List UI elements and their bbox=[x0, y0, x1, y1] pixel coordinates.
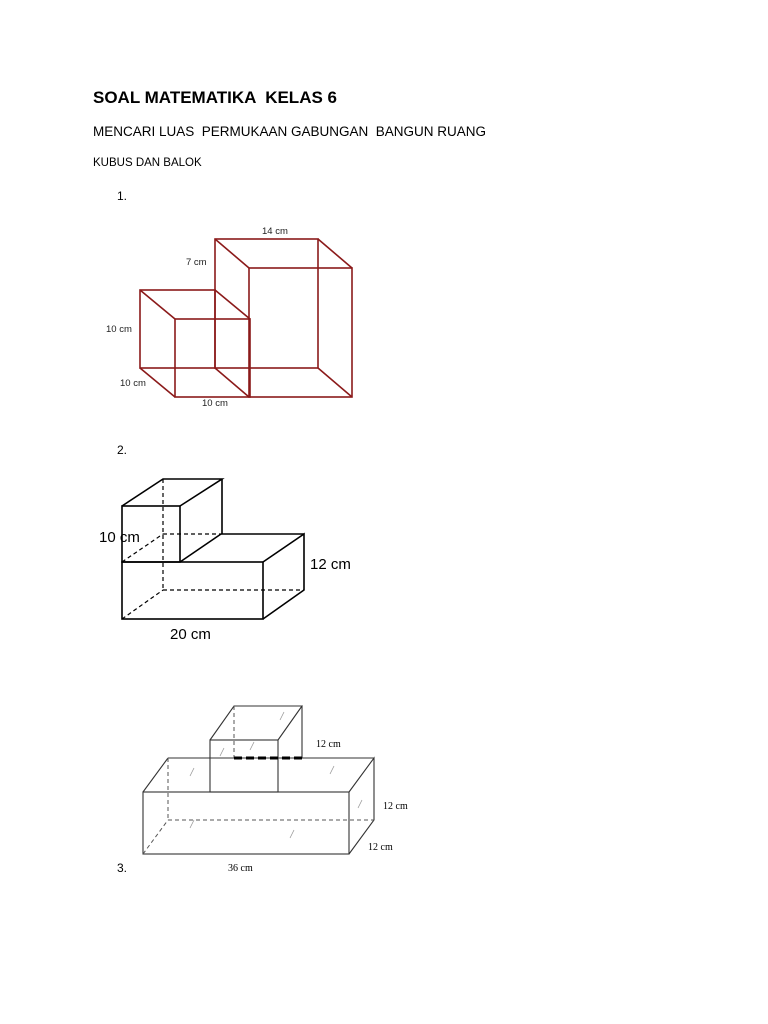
fig1-label-cube-width: 10 cm bbox=[202, 398, 228, 409]
page-title: SOAL MATEMATIKA KELAS 6 bbox=[93, 88, 337, 107]
fig2-label-block-height: 12 cm bbox=[310, 556, 351, 573]
problem-number-1: 1. bbox=[117, 189, 128, 203]
fig3-label-block-height: 12 cm bbox=[383, 801, 408, 812]
figure-1-edges bbox=[140, 239, 352, 397]
figure-2-cube-on-block bbox=[90, 472, 370, 652]
fig1-label-top-width: 14 cm bbox=[262, 226, 288, 237]
figure-1-cube-and-block bbox=[100, 218, 375, 423]
fig3-label-block-depth: 12 cm bbox=[368, 842, 393, 853]
fig3-label-cube-side: 12 cm bbox=[316, 739, 341, 750]
fig2-label-cube-height: 10 cm bbox=[99, 529, 140, 546]
fig3-label-block-length: 36 cm bbox=[228, 863, 253, 874]
page-subtitle: MENCARI LUAS PERMUKAAN GABUNGAN BANGUN RUANG bbox=[93, 124, 487, 139]
figure-3-edges bbox=[143, 706, 374, 854]
figure-2-hidden-edges bbox=[122, 479, 304, 619]
fig1-label-cube-height: 10 cm bbox=[106, 324, 132, 335]
fig1-label-depth-top: 7 cm bbox=[186, 257, 207, 268]
problem-number-2: 2. bbox=[117, 443, 128, 457]
figure-3-cube-on-long-block bbox=[130, 698, 430, 878]
section-heading: KUBUS DAN BALOK bbox=[93, 157, 202, 169]
fig2-label-block-length: 20 cm bbox=[170, 626, 211, 643]
problem-number-3: 3. bbox=[117, 861, 128, 875]
figure-3-hidden-edges bbox=[143, 706, 374, 854]
fig1-label-cube-depth: 10 cm bbox=[120, 378, 146, 389]
figure-2-edges bbox=[122, 479, 304, 619]
